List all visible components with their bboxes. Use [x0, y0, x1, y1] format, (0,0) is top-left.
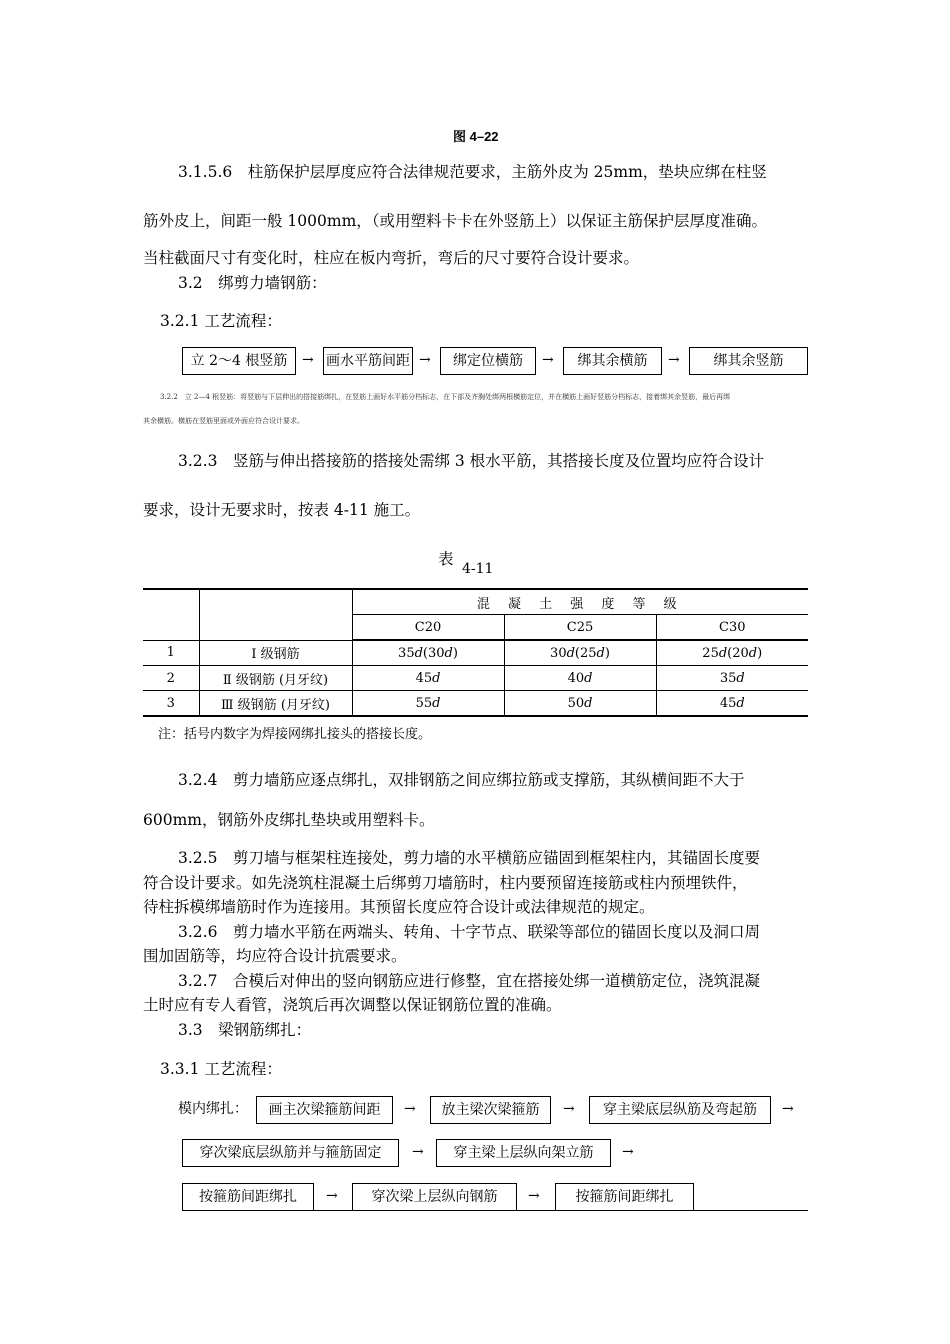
arrow-icon: →: [622, 1144, 634, 1160]
beam-step-8: 按箍筋间距绑扎: [555, 1183, 694, 1211]
section-heading-321: 3.2.1 工艺流程：: [160, 312, 282, 330]
steel-grade: Ⅱ 级钢筋 (月牙纹): [199, 666, 352, 691]
flow-step-5: 绑其余竖筋: [689, 347, 808, 375]
paragraph-3156-line2: 筋外皮上，间距一般 1000mm，（或用塑料卡卡在外竖筋上）以保证主筋保护层厚度准确。: [143, 212, 768, 230]
lap-value-c30: 25d(20d): [656, 640, 808, 666]
steel-grade: Ⅰ 级钢筋: [199, 640, 352, 666]
table-row: [143, 666, 808, 691]
paragraph-322-line1: 3.2.2 立 2—4 根竖筋：将竖筋与下层伸出的搭接筋绑扎，在竖筋上画好水平筋分档标志，在下部及齐胸处绑两根横筋定位，并在横筋上画好竖筋分档标志，接着绑其余竖筋，最后再绑: [160, 393, 731, 401]
paragraph-3156-line1: 3.1.5.6 柱筋保护层厚度应符合法律规范要求，主筋外皮为 25mm，垫块应绑在柱竖: [178, 163, 767, 181]
paragraph-324-line2: 600mm，钢筋外皮绑扎垫块或用塑料卡。: [143, 811, 435, 829]
flow-step-1: 立 2～4 根竖筋: [182, 347, 296, 375]
lap-value-c30: 35d: [656, 666, 808, 691]
arrow-icon: →: [412, 1144, 424, 1160]
table-title-word: 表: [438, 550, 454, 568]
beam-step-4: 穿次梁底层纵筋并与箍筋固定: [182, 1139, 399, 1167]
arrow-icon: →: [782, 1101, 794, 1117]
arrow-icon: →: [326, 1188, 338, 1204]
arrow-icon: →: [668, 352, 680, 368]
paragraph-322-line2: 其余横筋。横筋在竖筋里面或外面应符合设计要求。: [143, 417, 304, 425]
paragraph-325-line1: 3.2.5 剪刀墙与框架柱连接处，剪力墙的水平横筋应锚固到框架柱内，其锚固长度要: [178, 849, 760, 867]
table-col-header-c25: C25: [504, 615, 656, 641]
table-row: [143, 691, 808, 717]
lap-value-c20: 35d(30d): [352, 640, 504, 666]
paragraph-323-line1: 3.2.3 竖筋与伸出搭接筋的搭接处需绑 3 根水平筋，其搭接长度及位置均应符合设计: [178, 452, 765, 470]
beam-step-6: 按箍筋间距绑扎: [182, 1183, 314, 1211]
paragraph-324-line1: 3.2.4 剪力墙筋应逐点绑扎，双排钢筋之间应绑拉筋或支撑筋，其纵横间距不大于: [178, 771, 745, 789]
row-number: 1: [143, 640, 199, 666]
table-group-header: 混 凝 土 强 度 等 级: [352, 589, 808, 615]
paragraph-325-line3: 待柱拆模绑墙筋时作为连接用。其预留长度应符合设计或法律规范的规定。: [143, 898, 655, 916]
flow-baseline: [182, 1210, 808, 1211]
paragraph-327-line1: 3.2.7 合模后对伸出的竖向钢筋应进行修整，宜在搭接处绑一道横筋定位，浇筑混凝: [178, 972, 760, 990]
flow-step-3: 绑定位横筋: [440, 347, 536, 375]
lap-value-c30: 45d: [656, 691, 808, 717]
paragraph-327-line2: 土时应有专人看管，浇筑后再次调整以保证钢筋位置的准确。: [143, 996, 562, 1014]
flow-label: 模内绑扎：: [178, 1101, 248, 1117]
row-number: 2: [143, 666, 199, 691]
section-heading-32: 3.2 绑剪力墙钢筋：: [178, 274, 327, 292]
lap-value-c25: 30d(25d): [504, 640, 656, 666]
table-type-header-cell: [199, 589, 352, 640]
paragraph-326-line2: 围加固筋等，均应符合设计抗震要求。: [143, 947, 407, 965]
section-heading-33: 3.3 梁钢筋绑扎：: [178, 1021, 312, 1039]
beam-step-5: 穿主梁上层纵向架立筋: [436, 1139, 611, 1167]
arrow-icon: →: [563, 1101, 575, 1117]
flow-step-4: 绑其余横筋: [563, 347, 662, 375]
lap-value-c25: 50d: [504, 691, 656, 717]
figure-caption: 图 4–22: [453, 129, 499, 144]
table-note: 注：括号内数字为焊接网绑扎接头的搭接长度。: [158, 727, 432, 742]
flow-step-2: 画水平筋间距: [323, 347, 413, 375]
lap-length-table: [143, 588, 808, 717]
arrow-icon: →: [419, 352, 431, 368]
arrow-icon: →: [302, 352, 314, 368]
table-row: [143, 640, 808, 666]
beam-step-1: 画主次梁箍筋间距: [256, 1096, 393, 1124]
paragraph-3156-line3: 当柱截面尺寸有变化时，柱应在板内弯折，弯后的尺寸要符合设计要求。: [143, 249, 640, 267]
beam-step-2: 放主梁次梁箍筋: [430, 1096, 551, 1124]
table-col-header-c30: C30: [656, 615, 808, 641]
table-corner-cell: [143, 589, 199, 640]
beam-step-7: 穿次梁上层纵向钢筋: [352, 1183, 517, 1211]
table-col-header-c20: C20: [352, 615, 504, 641]
arrow-icon: →: [404, 1101, 416, 1117]
lap-value-c25: 40d: [504, 666, 656, 691]
section-heading-331: 3.3.1 工艺流程：: [160, 1060, 282, 1078]
arrow-icon: →: [528, 1188, 540, 1204]
steel-grade: Ⅲ 级钢筋 (月牙纹): [199, 691, 352, 717]
table-title-number: 4-11: [462, 561, 494, 577]
arrow-icon: →: [542, 352, 554, 368]
paragraph-326-line1: 3.2.6 剪力墙水平筋在两端头、转角、十字节点、联梁等部位的锚固长度以及洞口周: [178, 923, 760, 941]
paragraph-325-line2: 符合设计要求。如先浇筑柱混凝土后绑剪刀墙筋时，柱内要预留连接筋或柱内预埋铁件，: [143, 874, 748, 892]
beam-step-3: 穿主梁底层纵筋及弯起筋: [589, 1096, 771, 1124]
lap-value-c20: 55d: [352, 691, 504, 717]
lap-value-c20: 45d: [352, 666, 504, 691]
row-number: 3: [143, 691, 199, 717]
paragraph-323-line2: 要求，设计无要求时，按表 4-11 施工。: [143, 501, 421, 519]
